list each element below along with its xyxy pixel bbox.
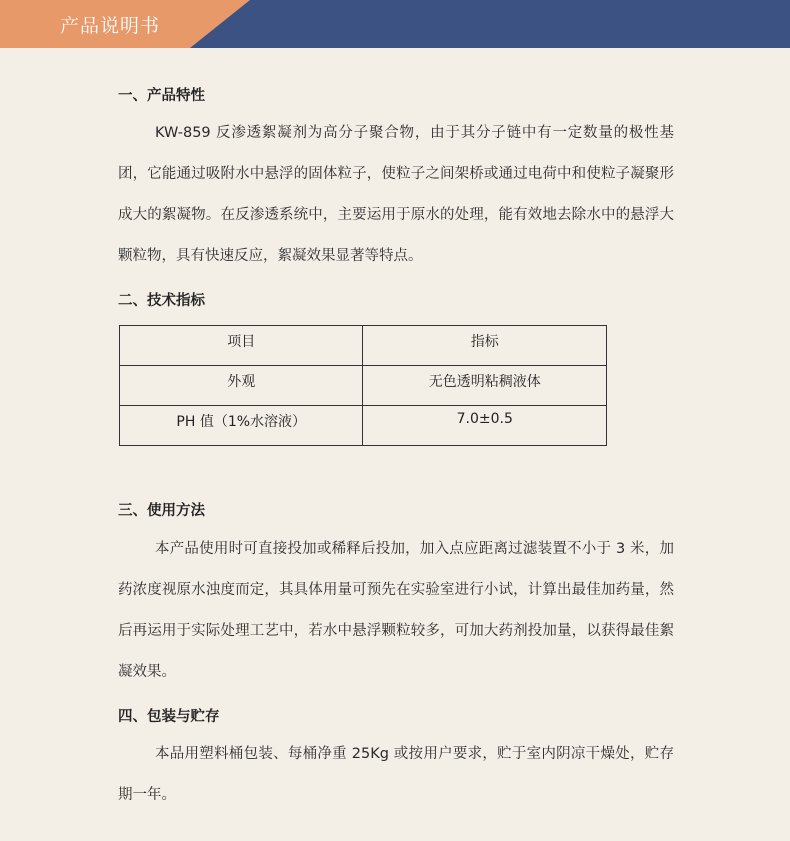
table-row xyxy=(120,406,607,446)
section-heading-specs: 二、技术指标 xyxy=(118,293,205,309)
features-paragraph: KW-859 反渗透絮凝剂为高分子聚合物，由于其分子链中有一定数量的极性基团，它能通过吸附水中悬浮的固体粒子，使粒子之间架桥或通过电荷中和使粒子凝聚形成大的絮凝物。在反渗透系统中，主要运用于原水的处理，能有效地去除水中的悬浮大颗粒物，具有快速反应，絮凝效果显著等特点。 xyxy=(118,125,674,264)
table-row xyxy=(120,366,607,406)
spec-table xyxy=(119,325,607,446)
section-heading-storage: 四、包装与贮存 xyxy=(118,709,220,725)
table-cell: 外观 xyxy=(120,366,363,406)
table-cell: 无色透明粘稠液体 xyxy=(363,366,607,406)
table-header-row xyxy=(120,326,607,366)
table-cell: 7.0±0.5 xyxy=(363,406,607,446)
section-heading-usage: 三、使用方法 xyxy=(118,503,205,519)
header-banner xyxy=(0,0,790,48)
page-title: 产品说明书 xyxy=(60,15,161,37)
table-header-cell: 项目 xyxy=(120,326,363,366)
table-header-cell: 指标 xyxy=(363,326,607,366)
table-cell: PH 值（1%水溶液） xyxy=(120,406,363,446)
section-heading-features: 一、产品特性 xyxy=(118,88,205,104)
usage-paragraph: 本产品使用时可直接投加或稀释后投加，加入点应距离过滤装置不小于 3 米，加药浓度视原水浊度而定，其具体用量可预先在实验室进行小试，计算出最佳加药量，然后再运用于实际处理工艺中，若水中悬浮颗粒较多，可加大药剂投加量，以获得最佳絮凝效果。 xyxy=(118,541,674,680)
storage-paragraph: 本品用塑料桶包装、每桶净重 25Kg 或按用户要求，贮于室内阴凉干燥处，贮存期一年。 xyxy=(118,746,674,803)
